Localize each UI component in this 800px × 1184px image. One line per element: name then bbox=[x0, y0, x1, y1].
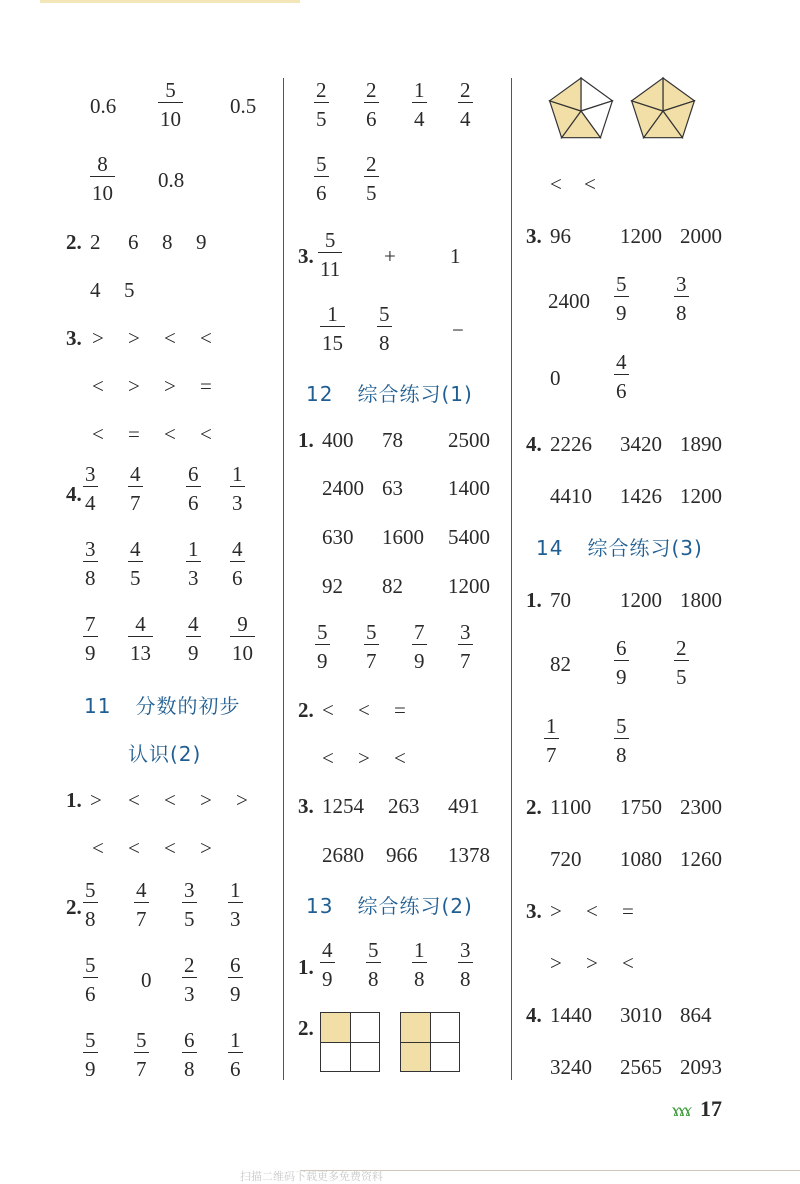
denominator: 7 bbox=[458, 644, 473, 673]
answer-text: 70 bbox=[550, 588, 571, 612]
answer-text: 92 bbox=[322, 574, 343, 598]
pentagon-figures bbox=[545, 75, 705, 147]
section-number: 13 bbox=[306, 894, 334, 918]
denominator: 3 bbox=[182, 977, 197, 1006]
section-heading-12 bbox=[306, 378, 473, 407]
fraction bbox=[83, 612, 98, 665]
answer-text: 1400 bbox=[448, 476, 490, 500]
numerator: 5 bbox=[368, 938, 379, 962]
question-number: 2. bbox=[298, 698, 314, 722]
answer-text: > bbox=[200, 788, 212, 812]
denominator: 7 bbox=[134, 1052, 149, 1081]
answer-text: 864 bbox=[680, 1003, 712, 1027]
answer-text: 491 bbox=[448, 794, 480, 818]
answer-text: 2400 bbox=[322, 476, 364, 500]
denominator: 9 bbox=[83, 1052, 98, 1081]
answer-text: 1600 bbox=[382, 525, 424, 549]
answer-text: 3010 bbox=[620, 1003, 662, 1027]
fraction bbox=[230, 537, 245, 590]
fraction bbox=[458, 620, 473, 673]
page-number: 17 bbox=[700, 1096, 722, 1121]
square-grid-left bbox=[320, 1012, 380, 1072]
answer-text: < bbox=[586, 899, 598, 923]
answer-text: 8 bbox=[162, 230, 173, 254]
denominator: 13 bbox=[128, 636, 153, 665]
fraction bbox=[314, 152, 329, 205]
answer-text: 9 bbox=[196, 230, 207, 254]
fraction bbox=[614, 350, 629, 403]
denominator: 5 bbox=[182, 902, 197, 931]
numerator: 3 bbox=[184, 878, 195, 902]
denominator: 9 bbox=[614, 660, 629, 689]
answer-text: < bbox=[200, 326, 212, 350]
fraction bbox=[90, 152, 115, 205]
answer-text: 5400 bbox=[448, 525, 490, 549]
denominator: 5 bbox=[364, 176, 379, 205]
numerator: 6 bbox=[230, 953, 241, 977]
answer-text: 2500 bbox=[448, 428, 490, 452]
sprout-icon: ɤɤɤ bbox=[672, 1100, 690, 1120]
fraction bbox=[320, 302, 345, 355]
column-divider-right bbox=[511, 78, 512, 1080]
answer-text: 0 bbox=[141, 968, 152, 992]
fraction bbox=[228, 1028, 243, 1081]
fraction bbox=[318, 228, 342, 281]
numerator: 2 bbox=[316, 78, 327, 102]
section-heading-14 bbox=[536, 532, 703, 561]
denominator: 6 bbox=[228, 1052, 243, 1081]
answer-text: 0.8 bbox=[158, 168, 185, 192]
denominator: 7 bbox=[134, 902, 149, 931]
fraction bbox=[458, 78, 473, 131]
fraction bbox=[128, 612, 153, 665]
fraction bbox=[128, 462, 143, 515]
answer-text: 3420 bbox=[620, 432, 662, 456]
shaded-cell bbox=[321, 1013, 350, 1042]
fraction bbox=[364, 620, 379, 673]
denominator: 8 bbox=[412, 962, 427, 991]
answer-text: 1800 bbox=[680, 588, 722, 612]
numerator: 7 bbox=[85, 612, 96, 636]
numerator: 5 bbox=[616, 272, 627, 296]
numerator: 5 bbox=[85, 1028, 96, 1052]
answer-text: 400 bbox=[322, 428, 354, 452]
answer-text: = bbox=[622, 899, 634, 923]
denominator: 6 bbox=[230, 561, 245, 590]
denominator: 6 bbox=[314, 176, 329, 205]
numerator: 4 bbox=[136, 878, 147, 902]
fraction bbox=[377, 302, 392, 355]
numerator: 1 bbox=[546, 714, 557, 738]
fraction bbox=[315, 620, 330, 673]
answer-text: > bbox=[550, 951, 562, 975]
denominator: 8 bbox=[83, 902, 98, 931]
fraction bbox=[158, 78, 183, 131]
fraction bbox=[182, 878, 197, 931]
answer-text: > bbox=[358, 746, 370, 770]
denominator: 9 bbox=[614, 296, 629, 325]
denominator: 10 bbox=[90, 176, 115, 205]
answer-text: < bbox=[358, 698, 370, 722]
answer-text: 0.6 bbox=[90, 94, 117, 118]
question-number: 1. bbox=[298, 955, 314, 979]
question-number: 4. bbox=[66, 482, 82, 506]
numerator: 4 bbox=[322, 938, 333, 962]
numerator: 4 bbox=[135, 612, 146, 636]
fraction bbox=[134, 878, 149, 931]
question-number: 1. bbox=[298, 428, 314, 452]
answer-text: 2093 bbox=[680, 1055, 722, 1079]
top-accent-bar bbox=[40, 0, 300, 3]
denominator: 8 bbox=[83, 561, 98, 590]
numerator: 1 bbox=[414, 938, 425, 962]
answer-text: < bbox=[164, 422, 176, 446]
denominator: 9 bbox=[228, 977, 243, 1006]
answer-text: 3240 bbox=[550, 1055, 592, 1079]
fraction bbox=[544, 714, 559, 767]
denominator: 6 bbox=[614, 374, 629, 403]
fraction bbox=[364, 78, 379, 131]
denominator: 9 bbox=[320, 962, 335, 991]
fraction bbox=[83, 1028, 98, 1081]
numerator: 6 bbox=[188, 462, 199, 486]
fraction bbox=[186, 612, 201, 665]
fraction bbox=[320, 938, 335, 991]
answer-text: < bbox=[584, 172, 596, 196]
numerator: 3 bbox=[85, 537, 96, 561]
section-number: 14 bbox=[536, 536, 564, 560]
numerator: 4 bbox=[130, 537, 141, 561]
fraction bbox=[366, 938, 381, 991]
answer-text: < bbox=[322, 746, 334, 770]
fraction bbox=[412, 938, 427, 991]
denominator: 6 bbox=[83, 977, 98, 1006]
answer-text: > bbox=[92, 326, 104, 350]
answer-text: 63 bbox=[382, 476, 403, 500]
numerator: 1 bbox=[414, 78, 425, 102]
fraction bbox=[182, 953, 197, 1006]
answer-text: = bbox=[128, 422, 140, 446]
watermark-text: 扫描二维码下载更多免费资料 bbox=[240, 1170, 383, 1183]
section-heading-11 bbox=[84, 690, 240, 719]
denominator: 7 bbox=[364, 644, 379, 673]
fraction bbox=[314, 78, 329, 131]
numerator: 1 bbox=[232, 462, 243, 486]
section-title: 认识(2) bbox=[128, 742, 202, 766]
answer-text: + bbox=[384, 244, 396, 268]
denominator: 5 bbox=[314, 102, 329, 131]
answer-text: = bbox=[394, 698, 406, 722]
answer-text: > bbox=[550, 899, 562, 923]
answer-text: < bbox=[550, 172, 562, 196]
answer-text: 2400 bbox=[548, 289, 590, 313]
numerator: 5 bbox=[85, 878, 96, 902]
answer-text: 82 bbox=[550, 652, 571, 676]
answer-text: 78 bbox=[382, 428, 403, 452]
question-number: 3. bbox=[298, 244, 314, 268]
numerator: 5 bbox=[379, 302, 390, 326]
fraction bbox=[614, 714, 629, 767]
denominator: 15 bbox=[320, 326, 345, 355]
answer-text: 1254 bbox=[322, 794, 364, 818]
answer-text: 1 bbox=[450, 244, 461, 268]
section-title: 综合练习(3) bbox=[587, 536, 703, 560]
answer-text: < bbox=[92, 374, 104, 398]
question-number: 3. bbox=[298, 794, 314, 818]
question-number: 3. bbox=[526, 899, 542, 923]
fraction bbox=[83, 953, 98, 1006]
denominator: 7 bbox=[128, 486, 143, 515]
answer-text: 1200 bbox=[680, 484, 722, 508]
fraction bbox=[364, 152, 379, 205]
numerator: 4 bbox=[188, 612, 199, 636]
answer-text: 630 bbox=[322, 525, 354, 549]
answer-text: 4410 bbox=[550, 484, 592, 508]
answer-text: 82 bbox=[382, 574, 403, 598]
answer-text: 1440 bbox=[550, 1003, 592, 1027]
answer-text: 2226 bbox=[550, 432, 592, 456]
numerator: 4 bbox=[616, 350, 627, 374]
answer-text: < bbox=[200, 422, 212, 446]
numerator: 5 bbox=[136, 1028, 147, 1052]
answer-text: 263 bbox=[388, 794, 420, 818]
denominator: 4 bbox=[412, 102, 427, 131]
question-number: 3. bbox=[526, 224, 542, 248]
answer-text: 720 bbox=[550, 847, 582, 871]
pentagon-right bbox=[632, 78, 695, 138]
answer-text: 2680 bbox=[322, 843, 364, 867]
answer-text: < bbox=[92, 422, 104, 446]
denominator: 9 bbox=[186, 636, 201, 665]
answer-text: < bbox=[164, 836, 176, 860]
fraction bbox=[674, 272, 689, 325]
answer-text: − bbox=[452, 318, 464, 342]
question-number: 1. bbox=[66, 788, 82, 812]
answer-text: < bbox=[164, 326, 176, 350]
answer-text: 1100 bbox=[550, 795, 592, 819]
denominator: 9 bbox=[412, 644, 427, 673]
numerator: 1 bbox=[230, 1028, 241, 1052]
answer-text: > bbox=[128, 374, 140, 398]
numerator: 1 bbox=[327, 302, 338, 326]
answer-text: 0 bbox=[550, 366, 561, 390]
fraction bbox=[83, 462, 98, 515]
numerator: 2 bbox=[366, 152, 377, 176]
denominator: 8 bbox=[182, 1052, 197, 1081]
square-grid-right bbox=[400, 1012, 460, 1072]
pentagon-left bbox=[550, 78, 613, 138]
fraction bbox=[412, 620, 427, 673]
denominator: 8 bbox=[614, 738, 629, 767]
section-heading-11-cont bbox=[128, 738, 201, 767]
numerator: 5 bbox=[366, 620, 377, 644]
denominator: 5 bbox=[128, 561, 143, 590]
answer-text: > bbox=[586, 951, 598, 975]
denominator: 9 bbox=[315, 644, 330, 673]
fraction bbox=[83, 537, 98, 590]
denominator: 11 bbox=[318, 252, 342, 281]
fraction bbox=[614, 636, 629, 689]
denominator: 9 bbox=[83, 636, 98, 665]
answer-text: 2 bbox=[90, 230, 101, 254]
numerator: 5 bbox=[324, 228, 336, 252]
numerator: 3 bbox=[676, 272, 687, 296]
answer-text: 1426 bbox=[620, 484, 662, 508]
numerator: 2 bbox=[676, 636, 687, 660]
question-number: 2. bbox=[526, 795, 542, 819]
fraction bbox=[230, 612, 255, 665]
numerator: 4 bbox=[130, 462, 141, 486]
section-heading-13 bbox=[306, 890, 473, 919]
question-number: 2. bbox=[66, 895, 82, 919]
fraction bbox=[182, 1028, 197, 1081]
column-divider-left bbox=[283, 78, 284, 1080]
answer-text: 96 bbox=[550, 224, 571, 248]
numerator: 1 bbox=[188, 537, 199, 561]
answer-text: 1378 bbox=[448, 843, 490, 867]
question-number: 2. bbox=[298, 1016, 314, 1040]
question-number: 1. bbox=[526, 588, 542, 612]
answer-text: 1200 bbox=[620, 588, 662, 612]
numerator: 2 bbox=[184, 953, 195, 977]
numerator: 7 bbox=[414, 620, 425, 644]
fraction bbox=[83, 878, 98, 931]
numerator: 5 bbox=[616, 714, 627, 738]
fraction bbox=[186, 462, 201, 515]
numerator: 8 bbox=[97, 152, 108, 176]
answer-text: < bbox=[128, 788, 140, 812]
answer-text: < bbox=[92, 836, 104, 860]
denominator: 3 bbox=[186, 561, 201, 590]
numerator: 2 bbox=[366, 78, 377, 102]
answer-text: = bbox=[200, 374, 212, 398]
numerator: 6 bbox=[184, 1028, 195, 1052]
answer-text: > bbox=[164, 374, 176, 398]
fraction bbox=[614, 272, 629, 325]
numerator: 4 bbox=[232, 537, 243, 561]
answer-text: 1750 bbox=[620, 795, 662, 819]
numerator: 5 bbox=[85, 953, 96, 977]
numerator: 5 bbox=[317, 620, 328, 644]
fraction bbox=[134, 1028, 149, 1081]
denominator: 8 bbox=[366, 962, 381, 991]
numerator: 3 bbox=[460, 938, 471, 962]
fraction bbox=[186, 537, 201, 590]
numerator: 1 bbox=[230, 878, 241, 902]
denominator: 8 bbox=[458, 962, 473, 991]
fraction bbox=[230, 462, 245, 515]
section-number: 12 bbox=[306, 382, 334, 406]
answer-text: < bbox=[164, 788, 176, 812]
answer-text: 1080 bbox=[620, 847, 662, 871]
question-number: 2. bbox=[66, 230, 82, 254]
fraction bbox=[674, 636, 689, 689]
fraction bbox=[458, 938, 473, 991]
numerator: 5 bbox=[316, 152, 327, 176]
answer-text: < bbox=[322, 698, 334, 722]
answer-text: 4 bbox=[90, 278, 101, 302]
fraction bbox=[412, 78, 427, 131]
answer-text: 2000 bbox=[680, 224, 722, 248]
denominator: 7 bbox=[544, 738, 559, 767]
section-title: 分数的初步 bbox=[135, 694, 241, 718]
denominator: 4 bbox=[458, 102, 473, 131]
numerator: 9 bbox=[237, 612, 248, 636]
denominator: 10 bbox=[230, 636, 255, 665]
denominator: 10 bbox=[158, 102, 183, 131]
answer-text: 2300 bbox=[680, 795, 722, 819]
denominator: 4 bbox=[83, 486, 98, 515]
denominator: 5 bbox=[674, 660, 689, 689]
fraction bbox=[128, 537, 143, 590]
question-number: 3. bbox=[66, 326, 82, 350]
answer-text: > bbox=[128, 326, 140, 350]
section-title: 综合练习(2) bbox=[357, 894, 473, 918]
denominator: 8 bbox=[674, 296, 689, 325]
answer-text: > bbox=[236, 788, 248, 812]
section-title: 综合练习(1) bbox=[357, 382, 473, 406]
answer-text: 966 bbox=[386, 843, 418, 867]
numerator: 5 bbox=[165, 78, 176, 102]
denominator: 8 bbox=[377, 326, 392, 355]
fraction bbox=[228, 953, 243, 1006]
answer-text: 1890 bbox=[680, 432, 722, 456]
answer-text: 0.5 bbox=[230, 94, 257, 118]
answer-text: 6 bbox=[128, 230, 139, 254]
numerator: 3 bbox=[85, 462, 96, 486]
answer-text: < bbox=[622, 951, 634, 975]
answer-text: < bbox=[394, 746, 406, 770]
section-number: 11 bbox=[84, 694, 112, 718]
denominator: 6 bbox=[186, 486, 201, 515]
denominator: 3 bbox=[228, 902, 243, 931]
numerator: 6 bbox=[616, 636, 627, 660]
answer-text: > bbox=[90, 788, 102, 812]
question-number: 4. bbox=[526, 432, 542, 456]
answer-text: 2565 bbox=[620, 1055, 662, 1079]
numerator: 2 bbox=[460, 78, 471, 102]
fraction bbox=[228, 878, 243, 931]
question-number: 4. bbox=[526, 1003, 542, 1027]
answer-text: 1200 bbox=[620, 224, 662, 248]
numerator: 3 bbox=[460, 620, 471, 644]
denominator: 3 bbox=[230, 486, 245, 515]
answer-text: 5 bbox=[124, 278, 135, 302]
denominator: 6 bbox=[364, 102, 379, 131]
answer-text: 1260 bbox=[680, 847, 722, 871]
answer-text: < bbox=[128, 836, 140, 860]
answer-text: > bbox=[200, 836, 212, 860]
answer-text: 1200 bbox=[448, 574, 490, 598]
